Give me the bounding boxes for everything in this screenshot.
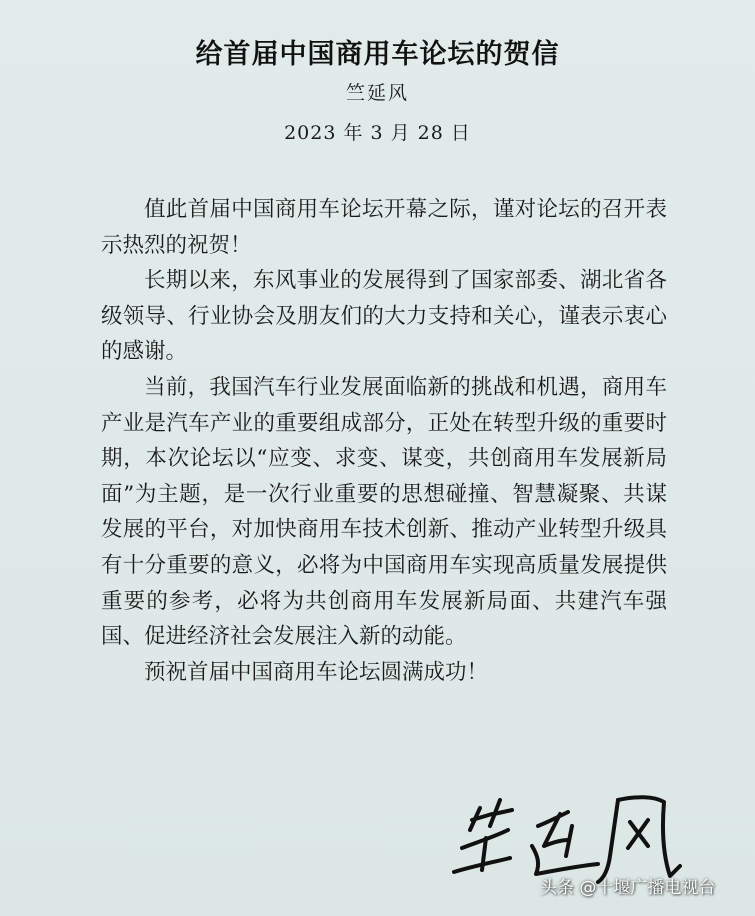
paragraph-3: 当前，我国汽车行业发展面临新的挑战和机遇，商用车产业是汽车产业的重要组成部分，正处在转型升级的重要时期，本次论坛以“应变、求变、谋变，共创商用车发展新局面”为主题，是一次行业重要的思想碰撞、智慧凝聚、共谋发展的平台，对加快商用车技术创新、推动产业转型升级具有十分重要的意义，必将为中国商用车实现高质量发展提供重要的参考，必将为共创商用车发展新局面、共建汽车强国、促进经济社会发展注入新的动能。 [101, 374, 667, 650]
paragraph-1: 值此首届中国商用车论坛开幕之际，谨对论坛的召开表示热烈的祝贺！ [101, 197, 667, 258]
paragraph-4: 预祝首届中国商用车论坛圆满成功！ [144, 659, 489, 685]
paragraph-2: 长期以来，东风事业的发展得到了国家部委、湖北省各级领导、行业协会及朋友们的大力支持和关心，谨表示衷心的感谢。 [101, 268, 667, 365]
letter-title: 给首届中国商用车论坛的贺信 [195, 39, 560, 70]
letter-author: 竺延风 [345, 82, 409, 104]
handwritten-signature [448, 786, 688, 886]
letter-date: 2023 年 3 月 28 日 [284, 122, 471, 144]
watermark: 头条 @十堰广播电视台 [540, 878, 716, 898]
letter-body [101, 192, 667, 690]
